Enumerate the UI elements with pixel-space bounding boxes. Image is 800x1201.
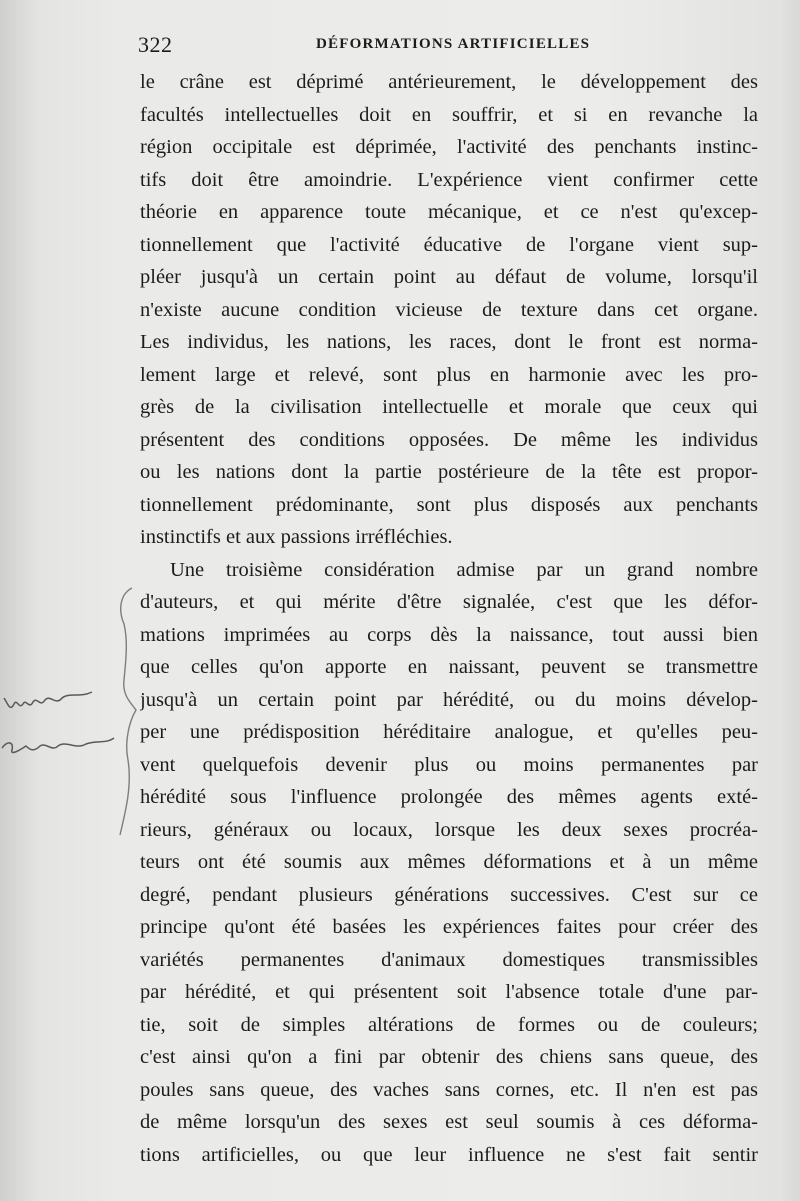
text-line: mations imprimées au corps dès la naissance, tout aussi bien bbox=[140, 623, 758, 646]
text-line: région occipitale est déprimée, l'activité des penchants instinc- bbox=[140, 136, 758, 158]
text-line: degré, pendant plusieurs générations successives. C'est sur ce bbox=[140, 883, 758, 906]
text-line: tionnellement prédominante, sont plus disposés aux penchants bbox=[140, 493, 758, 516]
text-line: c'est ainsi qu'on a fini par obtenir des chiens sans queue, des bbox=[140, 1046, 758, 1068]
text-line: lement large et relevé, sont plus en harmonie avec les pro- bbox=[140, 363, 758, 386]
text-line: de même lorsqu'un des sexes est seul soumis à ces déforma- bbox=[140, 1111, 758, 1133]
text-line: instinctifs et aux passions irréfléchies. bbox=[140, 526, 453, 548]
text-line: tions artificielles, ou que leur influence ne s'est fait sentir bbox=[140, 1143, 758, 1166]
text-line: ou les nations dont la partie postérieure de la tête est propor- bbox=[140, 461, 758, 483]
text-line: vent quelquefois devenir plus ou moins permanentes par bbox=[140, 753, 758, 776]
text-line: tie, soit de simples altérations de formes ou de couleurs; bbox=[140, 1013, 758, 1036]
running-title: DÉFORMATIONS ARTIFICIELLES bbox=[316, 36, 591, 52]
text-line: présentent des conditions opposées. De même les individus bbox=[140, 428, 758, 451]
text-line: Les individus, les nations, les races, dont le front est norma- bbox=[140, 331, 758, 353]
body-text bbox=[140, 66, 758, 1171]
text-line: per une prédisposition héréditaire analogue, et qu'elles peu- bbox=[140, 721, 758, 743]
text-line: tifs doit être amoindrie. L'expérience vient confirmer cette bbox=[140, 168, 758, 191]
text-line: poules sans queue, des vaches sans cornes, etc. Il n'en est pas bbox=[140, 1078, 758, 1101]
text-line: d'auteurs, et qui mérite d'être signalée, c'est que les défor- bbox=[140, 591, 758, 613]
text-line: principe qu'ont été basées les expériences faites pour créer des bbox=[140, 916, 758, 938]
text-line: tionnellement que l'activité éducative de l'organe vient sup- bbox=[140, 233, 758, 256]
page-number: 322 bbox=[138, 32, 173, 57]
handwritten-margin-annotation bbox=[0, 580, 150, 860]
text-line: n'existe aucune condition vicieuse de texture dans cet organe. bbox=[140, 298, 758, 321]
text-line: hérédité sous l'influence prolongée des mêmes agents exté- bbox=[140, 786, 758, 808]
text-line: pléer jusqu'à un certain point au défaut de volume, lorsqu'il bbox=[140, 266, 758, 288]
text-line: grès de la civilisation intellectuelle et morale que ceux qui bbox=[140, 396, 758, 418]
text-line: que celles qu'on apporte en naissant, peuvent se transmettre bbox=[140, 656, 758, 678]
text-line: le crâne est déprimé antérieurement, le développement des bbox=[140, 71, 758, 93]
text-line: jusqu'à un certain point par hérédité, ou du moins dévelop- bbox=[140, 688, 758, 711]
page-header bbox=[138, 32, 758, 60]
text-line: théorie en apparence toute mécanique, et ce n'est qu'excep- bbox=[140, 201, 758, 223]
text-line: facultés intellectuelles doit en souffrir, et si en revanche la bbox=[140, 103, 758, 126]
text-line: variétés permanentes d'animaux domestiques transmissibles bbox=[140, 948, 758, 971]
text-line: Une troisième considération admise par un grand nombre bbox=[170, 558, 758, 581]
text-line: rieurs, généraux ou locaux, lorsque les deux sexes procréa- bbox=[140, 818, 758, 841]
text-line: teurs ont été soumis aux mêmes déformations et à un même bbox=[140, 851, 758, 873]
text-line: par hérédité, et qui présentent soit l'absence totale d'une par- bbox=[140, 981, 758, 1003]
